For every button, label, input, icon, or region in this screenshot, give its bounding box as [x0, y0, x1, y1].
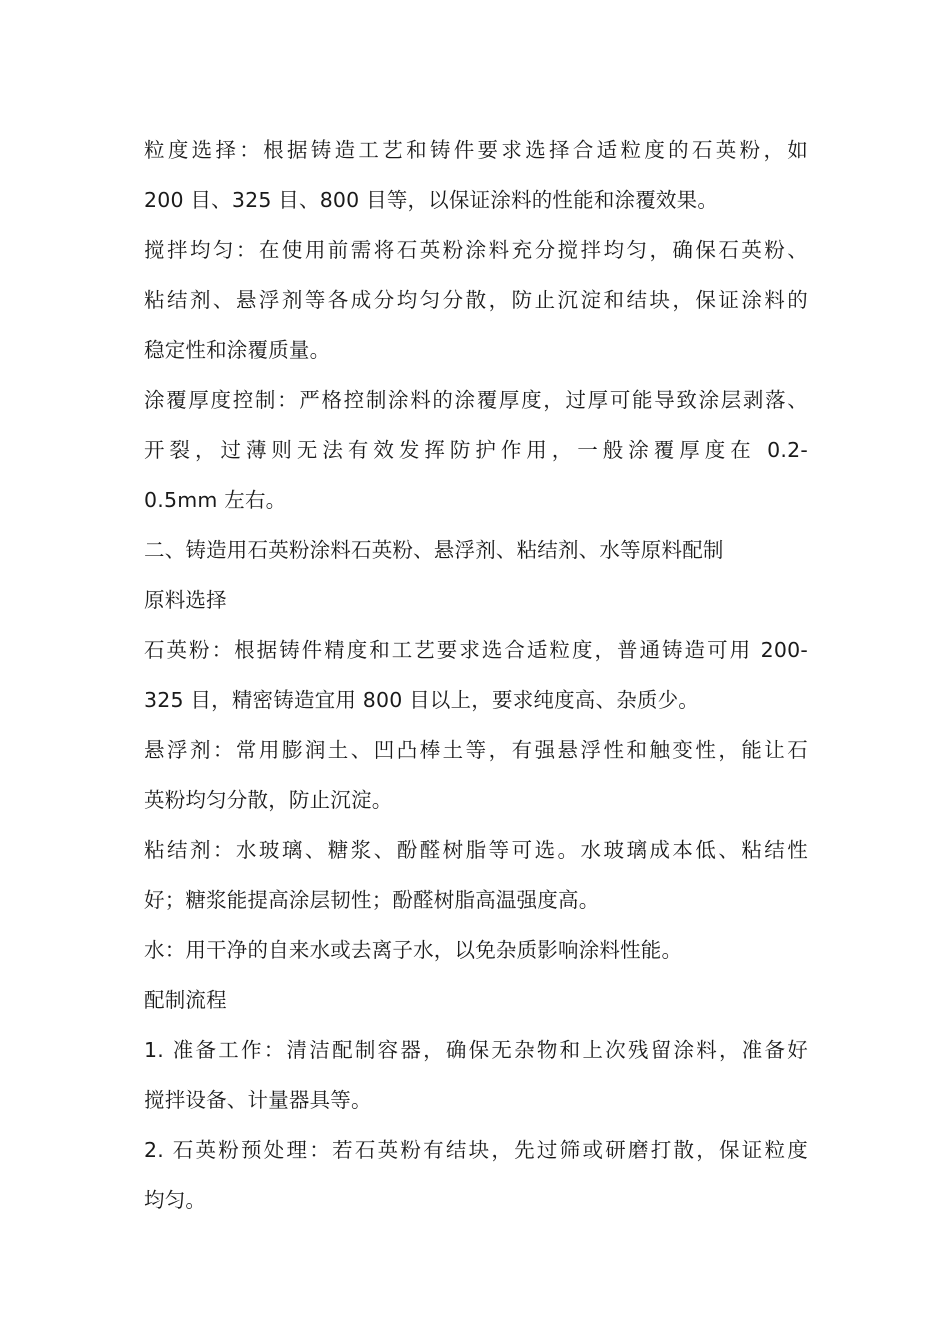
paragraph-thickness-line-3: 0.5mm 左右。 [144, 488, 287, 512]
paragraph-quartz-line-1: 石英粉：根据铸件精度和工艺要求选合适粒度，普通铸造可用 200- [144, 638, 808, 662]
paragraph-thickness-line-1: 涂覆厚度控制：严格控制涂料的涂覆厚度，过厚可能导致涂层剥落、 [144, 388, 808, 412]
paragraph-step2-line-2: 均匀。 [144, 1188, 207, 1212]
paragraph-binder-line-1: 粘结剂：水玻璃、糖浆、酚醛树脂等可选。水玻璃成本低、粘结性 [144, 838, 808, 862]
document-body [144, 125, 808, 1225]
section-heading: 二、铸造用石英粉涂料石英粉、悬浮剂、粘结剂、水等原料配制 [144, 538, 724, 562]
paragraph-stirring-line-1: 搅拌均匀：在使用前需将石英粉涂料充分搅拌均匀，确保石英粉、 [144, 238, 808, 262]
paragraph-granularity-line-2: 200 目、325 目、800 目等，以保证涂料的性能和涂覆效果。 [144, 188, 719, 212]
paragraph-suspending-line-2: 英粉均匀分散，防止沉淀。 [144, 788, 393, 812]
paragraph-water: 水：用干净的自来水或去离子水，以免杂质影响涂料性能。 [144, 938, 683, 962]
paragraph-binder-line-2: 好；糖浆能提高涂层韧性；酚醛树脂高温强度高。 [144, 888, 600, 912]
paragraph-suspending-line-1: 悬浮剂：常用膨润土、凹凸棒土等，有强悬浮性和触变性，能让石 [144, 738, 808, 762]
paragraph-stirring-line-2: 粘结剂、悬浮剂等各成分均匀分散，防止沉淀和结块，保证涂料的 [144, 288, 808, 312]
subheading-process: 配制流程 [144, 988, 227, 1012]
paragraph-thickness-line-2: 开裂，过薄则无法有效发挥防护作用，一般涂覆厚度在 0.2- [144, 438, 808, 462]
paragraph-step2-line-1: 2. 石英粉预处理：若石英粉有结块，先过筛或研磨打散，保证粒度 [144, 1138, 808, 1162]
paragraph-quartz-line-2: 325 目，精密铸造宜用 800 目以上，要求纯度高、杂质少。 [144, 688, 700, 712]
paragraph-granularity-line-1: 粒度选择：根据铸造工艺和铸件要求选择合适粒度的石英粉，如 [144, 138, 808, 162]
paragraph-step1-line-1: 1. 准备工作：清洁配制容器，确保无杂物和上次残留涂料，准备好 [144, 1038, 808, 1062]
paragraph-stirring-line-3: 稳定性和涂覆质量。 [144, 338, 331, 362]
subheading-raw-materials: 原料选择 [144, 588, 227, 612]
paragraph-step1-line-2: 搅拌设备、计量器具等。 [144, 1088, 372, 1112]
